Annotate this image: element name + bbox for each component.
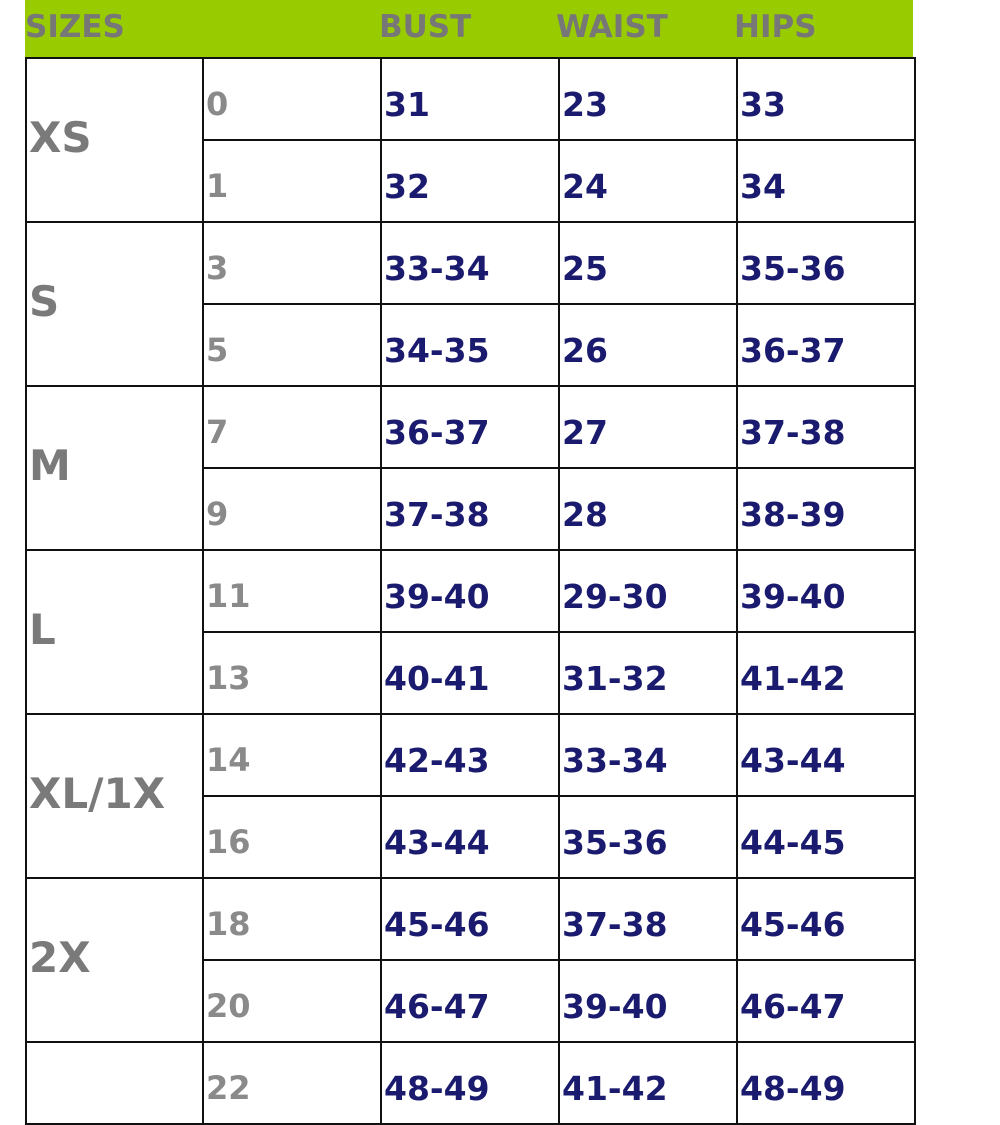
size-label: XL/1X (26, 714, 203, 878)
size-label: L (26, 550, 203, 714)
hips-value: 44-45 (737, 796, 915, 878)
bust-value: 32 (381, 140, 559, 222)
hips-value: 45-46 (737, 878, 915, 960)
bust-value: 33-34 (381, 222, 559, 304)
table-row (26, 386, 915, 468)
hips-value: 38-39 (737, 468, 915, 550)
size-label: M (26, 386, 203, 550)
table-row (26, 878, 915, 960)
waist-value: 31-32 (559, 632, 737, 714)
size-number: 13 (203, 632, 381, 714)
table-header-bar (25, 0, 913, 57)
header-sizes: SIZES (25, 9, 125, 45)
waist-value: 23 (559, 58, 737, 140)
size-number: 5 (203, 304, 381, 386)
size-number: 16 (203, 796, 381, 878)
size-number: 11 (203, 550, 381, 632)
hips-value: 33 (737, 58, 915, 140)
bust-value: 34-35 (381, 304, 559, 386)
bust-value: 31 (381, 58, 559, 140)
size-label: S (26, 222, 203, 386)
size-number: 18 (203, 878, 381, 960)
waist-value: 33-34 (559, 714, 737, 796)
waist-value: 26 (559, 304, 737, 386)
hips-value: 48-49 (737, 1042, 915, 1124)
table-row (26, 58, 915, 140)
table-row (26, 550, 915, 632)
size-table (25, 57, 916, 1125)
waist-value: 39-40 (559, 960, 737, 1042)
waist-value: 25 (559, 222, 737, 304)
hips-value: 35-36 (737, 222, 915, 304)
size-number: 9 (203, 468, 381, 550)
hips-value: 43-44 (737, 714, 915, 796)
waist-value: 41-42 (559, 1042, 737, 1124)
size-label: 2X (26, 878, 203, 1042)
table-row (26, 1042, 915, 1124)
waist-value: 29-30 (559, 550, 737, 632)
size-table-body (26, 58, 915, 1124)
waist-value: 27 (559, 386, 737, 468)
bust-value: 40-41 (381, 632, 559, 714)
table-row (26, 222, 915, 304)
bust-value: 36-37 (381, 386, 559, 468)
bust-value: 42-43 (381, 714, 559, 796)
bust-value: 39-40 (381, 550, 559, 632)
header-waist: WAIST (556, 9, 668, 45)
size-label (26, 1042, 203, 1124)
bust-value: 46-47 (381, 960, 559, 1042)
waist-value: 28 (559, 468, 737, 550)
bust-value: 37-38 (381, 468, 559, 550)
header-hips: HIPS (734, 9, 817, 45)
table-row (26, 714, 915, 796)
bust-value: 45-46 (381, 878, 559, 960)
size-number: 0 (203, 58, 381, 140)
hips-value: 34 (737, 140, 915, 222)
hips-value: 37-38 (737, 386, 915, 468)
waist-value: 24 (559, 140, 737, 222)
bust-value: 43-44 (381, 796, 559, 878)
size-number: 14 (203, 714, 381, 796)
hips-value: 46-47 (737, 960, 915, 1042)
size-number: 1 (203, 140, 381, 222)
size-number: 20 (203, 960, 381, 1042)
hips-value: 39-40 (737, 550, 915, 632)
header-bust: BUST (379, 9, 472, 45)
hips-value: 36-37 (737, 304, 915, 386)
hips-value: 41-42 (737, 632, 915, 714)
size-number: 7 (203, 386, 381, 468)
size-label: XS (26, 58, 203, 222)
bust-value: 48-49 (381, 1042, 559, 1124)
size-number: 3 (203, 222, 381, 304)
waist-value: 37-38 (559, 878, 737, 960)
size-number: 22 (203, 1042, 381, 1124)
waist-value: 35-36 (559, 796, 737, 878)
